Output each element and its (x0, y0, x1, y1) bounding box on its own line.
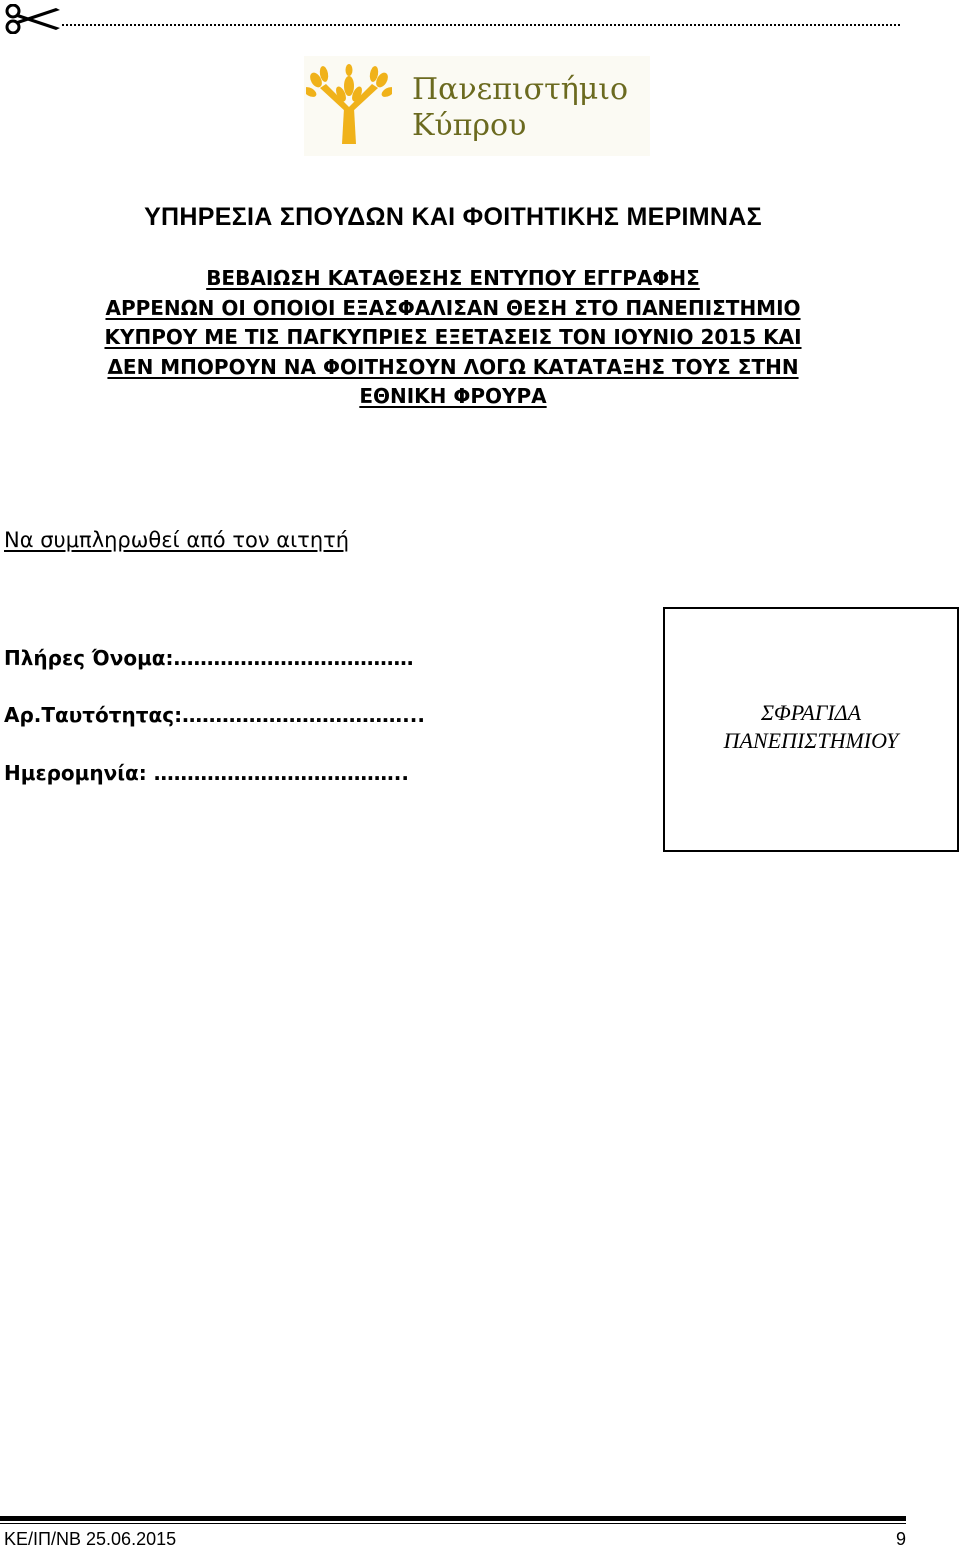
footer-divider-thin (0, 1523, 906, 1524)
stamp-label-line2: ΠΑΝΕΠΙΣΤΗΜΙΟΥ (723, 728, 899, 753)
certificate-title-line: ΒΕΒΑΙΩΣΗ ΚΑΤΑΘΕΣΗΣ ΕΝΤΥΠΟΥ ΕΓΓΡΑΦΗΣ (206, 266, 700, 290)
certificate-title (0, 264, 906, 412)
id-number-field[interactable]: Αρ.Ταυτότητας:……………………………... (4, 703, 425, 727)
service-title: ΥΠΗΡΕΣΙΑ ΣΠΟΥΔΩΝ ΚΑΙ ΦΟΙΤΗΤΙΚΗΣ ΜΕΡΙΜΝΑΣ (144, 203, 762, 231)
footer-divider (0, 1516, 906, 1521)
page-number: 9 (895, 1529, 906, 1549)
certificate-title-line: ΕΘΝΙΚΗ ΦΡΟΥΡΑ (359, 384, 547, 408)
full-name-field[interactable]: Πλήρες Όνομα:……………………………… (4, 646, 414, 670)
cut-dotted-line (62, 24, 900, 26)
footer-reference: ΚΕ/ΙΠ/ΝΒ 25.06.2015 (4, 1529, 177, 1549)
university-name-line1: Πανεπιστήμιο (412, 72, 629, 107)
stamp-label (665, 699, 957, 755)
certificate-title-line: ΔΕΝ ΜΠΟΡΟΥΝ ΝΑ ΦΟΙΤΗΣΟΥΝ ΛΟΓΩ ΚΑΤΑΤΑΞΗΣ ΤΟΥΣ ΣΤΗΝ (107, 354, 799, 379)
university-logo (304, 56, 650, 156)
scissors-icon (4, 4, 62, 34)
university-stamp-box (663, 607, 959, 852)
olive-tree-logo-icon (306, 64, 392, 146)
certificate-title-line: ΚΥΠΡΟΥ ΜΕ ΤΙΣ ΠΑΓΚΥΠΡΙΕΣ ΕΞΕΤΑΣΕΙΣ ΤΟΝ ΙΟΥΝΙΟ 2015 ΚΑΙ (104, 325, 802, 349)
cut-line (0, 0, 960, 40)
applicant-instruction: Να συμπληρωθεί από τον αιτητή (4, 528, 350, 552)
date-field[interactable]: Ημερομηνία: ……………………………….. (4, 761, 409, 785)
stamp-label-line1: ΣΦΡΑΓΙΔΑ (760, 700, 862, 725)
certificate-title-line: ΑΡΡΕΝΩΝ ΟΙ ΟΠΟΙΟΙ ΕΞΑΣΦΑΛΙΣΑΝ ΘΕΣΗ ΣΤΟ ΠΑΝΕΠΙΣΤΗΜΙΟ (105, 295, 801, 320)
university-name (412, 72, 628, 144)
university-name-line2: Κύπρου (412, 108, 527, 143)
